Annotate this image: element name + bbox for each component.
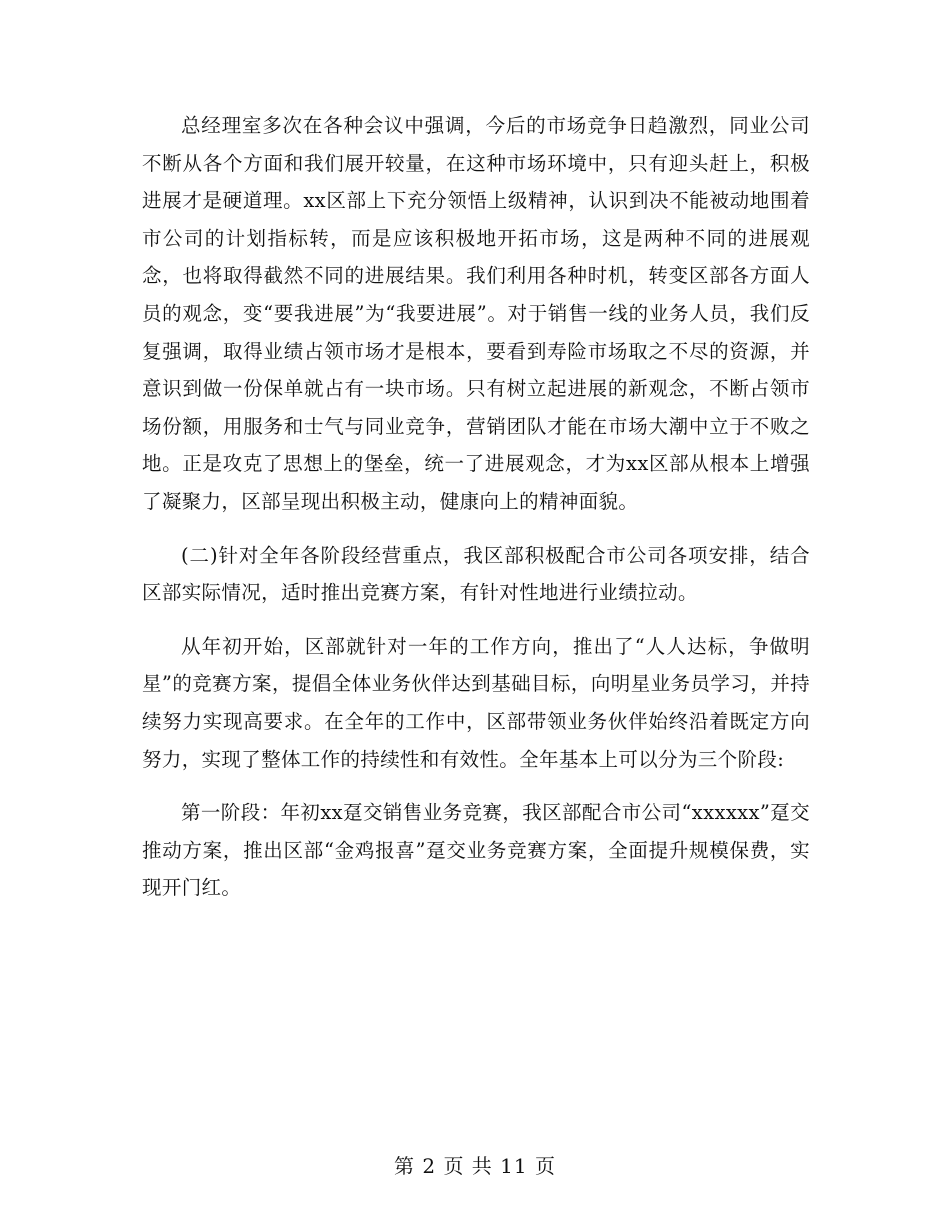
paragraph-2: (二)针对全年各阶段经营重点，我区部积极配合市公司各项安排，结合区部实际情况，适时推出竞赛方案，有针对性地进行业绩拉动。 <box>142 543 810 605</box>
page-number-footer: 第 2 页 共 11 页 <box>394 1154 556 1178</box>
document-body <box>142 107 810 907</box>
paragraph-3: 从年初开始，区部就针对一年的工作方向，推出了“人人达标，争做明星”的竞赛方案，提倡全体业务伙伴达到基础目标，向明星业务员学习，并持续努力实现高要求。在全年的工作中，区部带领业务伙伴始终沿着既定方向努力，实现了整体工作的持续性和有效性。全年基本上可以分为三个阶段: <box>142 634 810 771</box>
paragraph-1: 总经理室多次在各种会议中强调，今后的市场竞争日趋激烈，同业公司不断从各个方面和我们展开较量，在这种市场环境中，只有迎头赶上，积极进展才是硬道理。xx区部上下充分领悟上级精神，认识到决不能被动地围着市公司的计划指标转，而是应该积极地开拓市场，这是两种不同的进展观念，也将取得截然不同的进展结果。我们利用各种时机，转变区部各方面人员的观念，变“要我进展”为“我要进展”。对于销售一线的业务人员，我们反复强调，取得业绩占领市场才是根本，要看到寿险市场取之不尽的资源，并意识到做一份保单就占有一块市场。只有树立起进展的新观念，不断占领市场份额，用服务和士气与同业竞争，营销团队才能在市场大潮中立于不败之地。正是攻克了思想上的堡垒，统一了进展观念，才为xx区部从根本上增强了凝聚力，区部呈现出积极主动，健康向上的精神面貌。 <box>142 114 810 513</box>
paragraph-4: 第一阶段：年初xx趸交销售业务竞赛，我区部配合市公司“xxxxxx”趸交推动方案，推出区部“金鸡报喜”趸交业务竞赛方案，全面提升规模保费，实现开门红。 <box>142 801 810 900</box>
